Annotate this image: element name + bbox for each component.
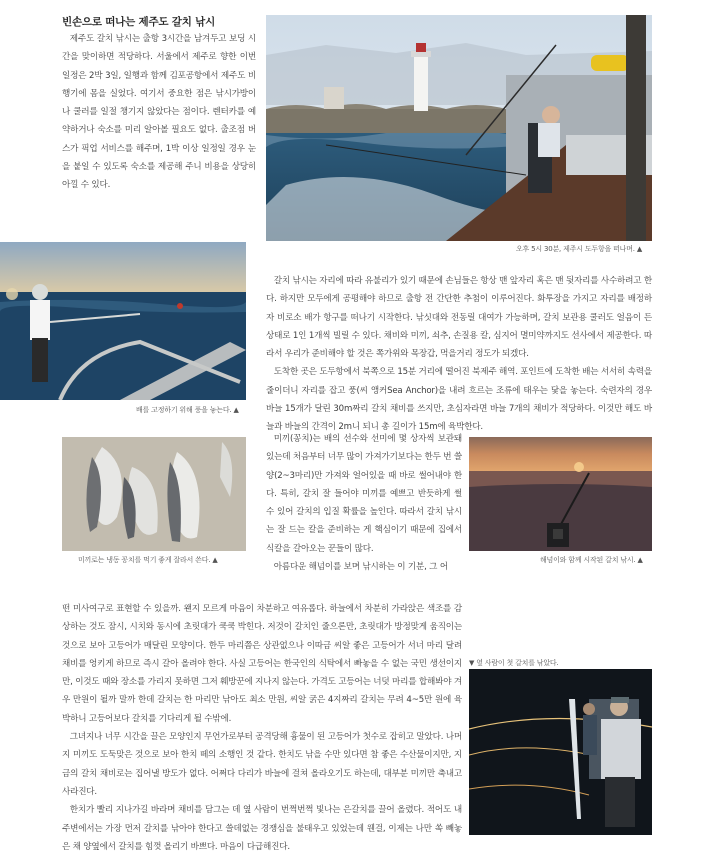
intro-paragraph xyxy=(62,30,256,195)
anchor-caption: 배를 고정하기 위해 풍을 놓는다. ▲ xyxy=(136,406,239,414)
catch-photo xyxy=(469,669,652,835)
body-paragraph-5: 그녀지나 너무 시간을 끌은 모양인지 무언가로부터 공격당해 흉물이 된 고등어가 첫수로 잡히고 말았다. 나머지 미끼도 도둑맞은 것으로 보아 한치 떼의 소행인 것 같다. 한치도 낚을 수만 있다면 참 좋은 수산물이지만, 지금의 갈치 채비로는 집어낼 방도가 없다. 어쩌다 다리가 바늘에 걸쳐 올라오기도 하는데, 대부분 미끼만 축내고 사라진다. xyxy=(62,732,462,797)
body-paragraph-4-start: 아름다운 해넘이를 보며 낚시하는 이 기분, 그 어 xyxy=(273,562,448,573)
harbor-photo xyxy=(266,15,652,241)
harbor-caption: 오후 5시 30분, 제주시 도두항을 떠나며. ▲ xyxy=(516,245,643,253)
body-paragraph-2: 도착한 곳은 도두항에서 북쪽으로 15분 거리에 떨어진 북제주 해역. 포인트에 도착한 배는 서서히 속력을 줄이더니 자리를 잡고 풍(씨 앵커Sea Anchor)을 내려 흐르는 조류에 태우는 닻을 놓는다. 숙련자의 경우 바늘 15개가 달린 30m짜리 갈치 채비를 쓰지만, 초심자라면 바늘 7개의 채비가 적당하다. 이것만 해도 바늘과 바늘의 간격이 2m니 되니 총 길이가 15m에 육박한다. xyxy=(266,367,652,433)
sunset-caption: 해넘이와 함께 시작된 갈치 낚시. ▲ xyxy=(540,556,643,564)
bait-caption: 미끼로는 냉동 꽁치를 먹기 좋게 잘라서 쓴다. ▲ xyxy=(78,556,218,564)
body-paragraph-3: 미끼(꽁치)는 배의 선수와 선미에 몇 상자씩 보관돼 있는데 처음부터 너무 많이 가져가기보다는 한두 번 쓸 양(2~3마리)만 가져와 얼어있을 때 바로 썰어내야 한다. 특히, 갈치 잘 들어야 미끼를 예쁘고 반듯하게 썰 수 있어 갈치의 입질 확률을 높인다. 따라서 갈치 낚시는 잘 드는 칼을 준비하는 게 핵심이기 때문에 집에서 식칼을 갈아오는 꾼들이 많다. xyxy=(266,434,462,554)
main-text-middle xyxy=(266,430,462,576)
body-paragraph-4-cont: 떤 미사여구로 표현할 수 있을까. 왠지 모르게 마음이 차분하고 여유롭다. 하늘에서 차분히 가라앉은 색조를 감상하는 것도 잠시, 시치와 동시에 초릿대가 쿡쿡 박힌다. 저것이 갈치인 줄으론만, 초릿대가 방정맞게 움직이는 것으로 보아 고등어가 매달린 모양이다. 한두 마리쯤은 상관없으나 이따금 씨알 좋은 고등어가 서너 마리 달려 채비를 엉키게 하므로 즉시 갈아 올려야 한다. 사실 고등어는 한국인의 식탁에서 빠놓을 수 없는 국민 생선이지만, 이것도 때와 장소를 가리지 못하면 그저 훼방꾼에 지나지 않는다. 가격도 고등어는 너덧 마리를 합해봐야 겨우 만원이 될까 말까 한데 갈치는 한 마리만 낚아도 최소 만원, 씨알 굵은 4지짜리 갈치는 무려 4~5만 원에 육박하니 고등어보다 갈치를 기다리게 될 수밖에. xyxy=(62,604,462,724)
section-title: 빈손으로 떠나는 제주도 갈치 낚시 xyxy=(62,16,216,28)
sunset-photo xyxy=(469,437,652,551)
body-paragraph-1: 갈치 낚시는 자리에 따라 유불리가 있기 때문에 손님들은 항상 맨 앞자리 혹은 맨 뒷자리를 사수하려고 한다. 하지만 모두에게 공평해야 하므로 출항 전 간단한 추첨이 이루어진다. 화투장을 가지고 자리를 배정하자 비로소 배가 항구를 떠나기 시작한다. 낚싯대와 전동릴 대여가 가능하며, 갈치 보관용 쿨러도 얼음이 든 상태로 1인 1개씩 빌릴 수 있다. 채비와 미끼, 쇠추, 손질용 칼, 심지어 멸미약까지도 선사에서 제공한다. 따라서 우리가 준비해야 할 것은 쪽가위와 목장갑, 먹을거리 정도가 되겠다. xyxy=(266,276,652,360)
body-paragraph-6: 한치가 빨리 지나가길 바라며 채비를 담그는 데 옆 사람이 번쩍번쩍 빛나는 은갈치를 끌어 올렸다. 적어도 내 주변에서는 가장 먼저 갈치를 낚아야 한다고 쓸데없는 경쟁심을 불태우고 있었는데 웬걸, 이제는 나만 쏙 빼놓은 채 양옆에서 갈치를 힘껏 올리기 바쁘다. 마음이 다급해진다. xyxy=(62,805,462,852)
anchor-photo xyxy=(0,242,246,400)
main-text-upper xyxy=(266,272,652,437)
catch-caption: ▼ 옆 사람이 첫 갈치를 낚았다. xyxy=(469,659,559,667)
main-text-lower xyxy=(62,600,462,856)
bait-photo xyxy=(62,437,246,551)
intro-text: 제주도 갈치 낚시는 출항 3시간을 남겨두고 보딩 시간을 맞이하면 적당하다. 서울에서 제주로 향한 이번 일정은 2박 3일, 일행과 함께 김포공항에서 제주도 비행기에 몸을 실었다. 여기서 중요한 점은 낚시가방이나 쿨러를 일절 챙기지 않았다는 점이다. 렌터카를 예약하거나 숙소를 미리 알아볼 필요도 없다. 출조점 버스가 픽업 서비스를 해주며, 1박 이상 일정일 경우 눈을 붙일 수 있도록 숙소를 제공해 주니 비용을 상당히 아낄 수 있다. xyxy=(62,34,256,191)
